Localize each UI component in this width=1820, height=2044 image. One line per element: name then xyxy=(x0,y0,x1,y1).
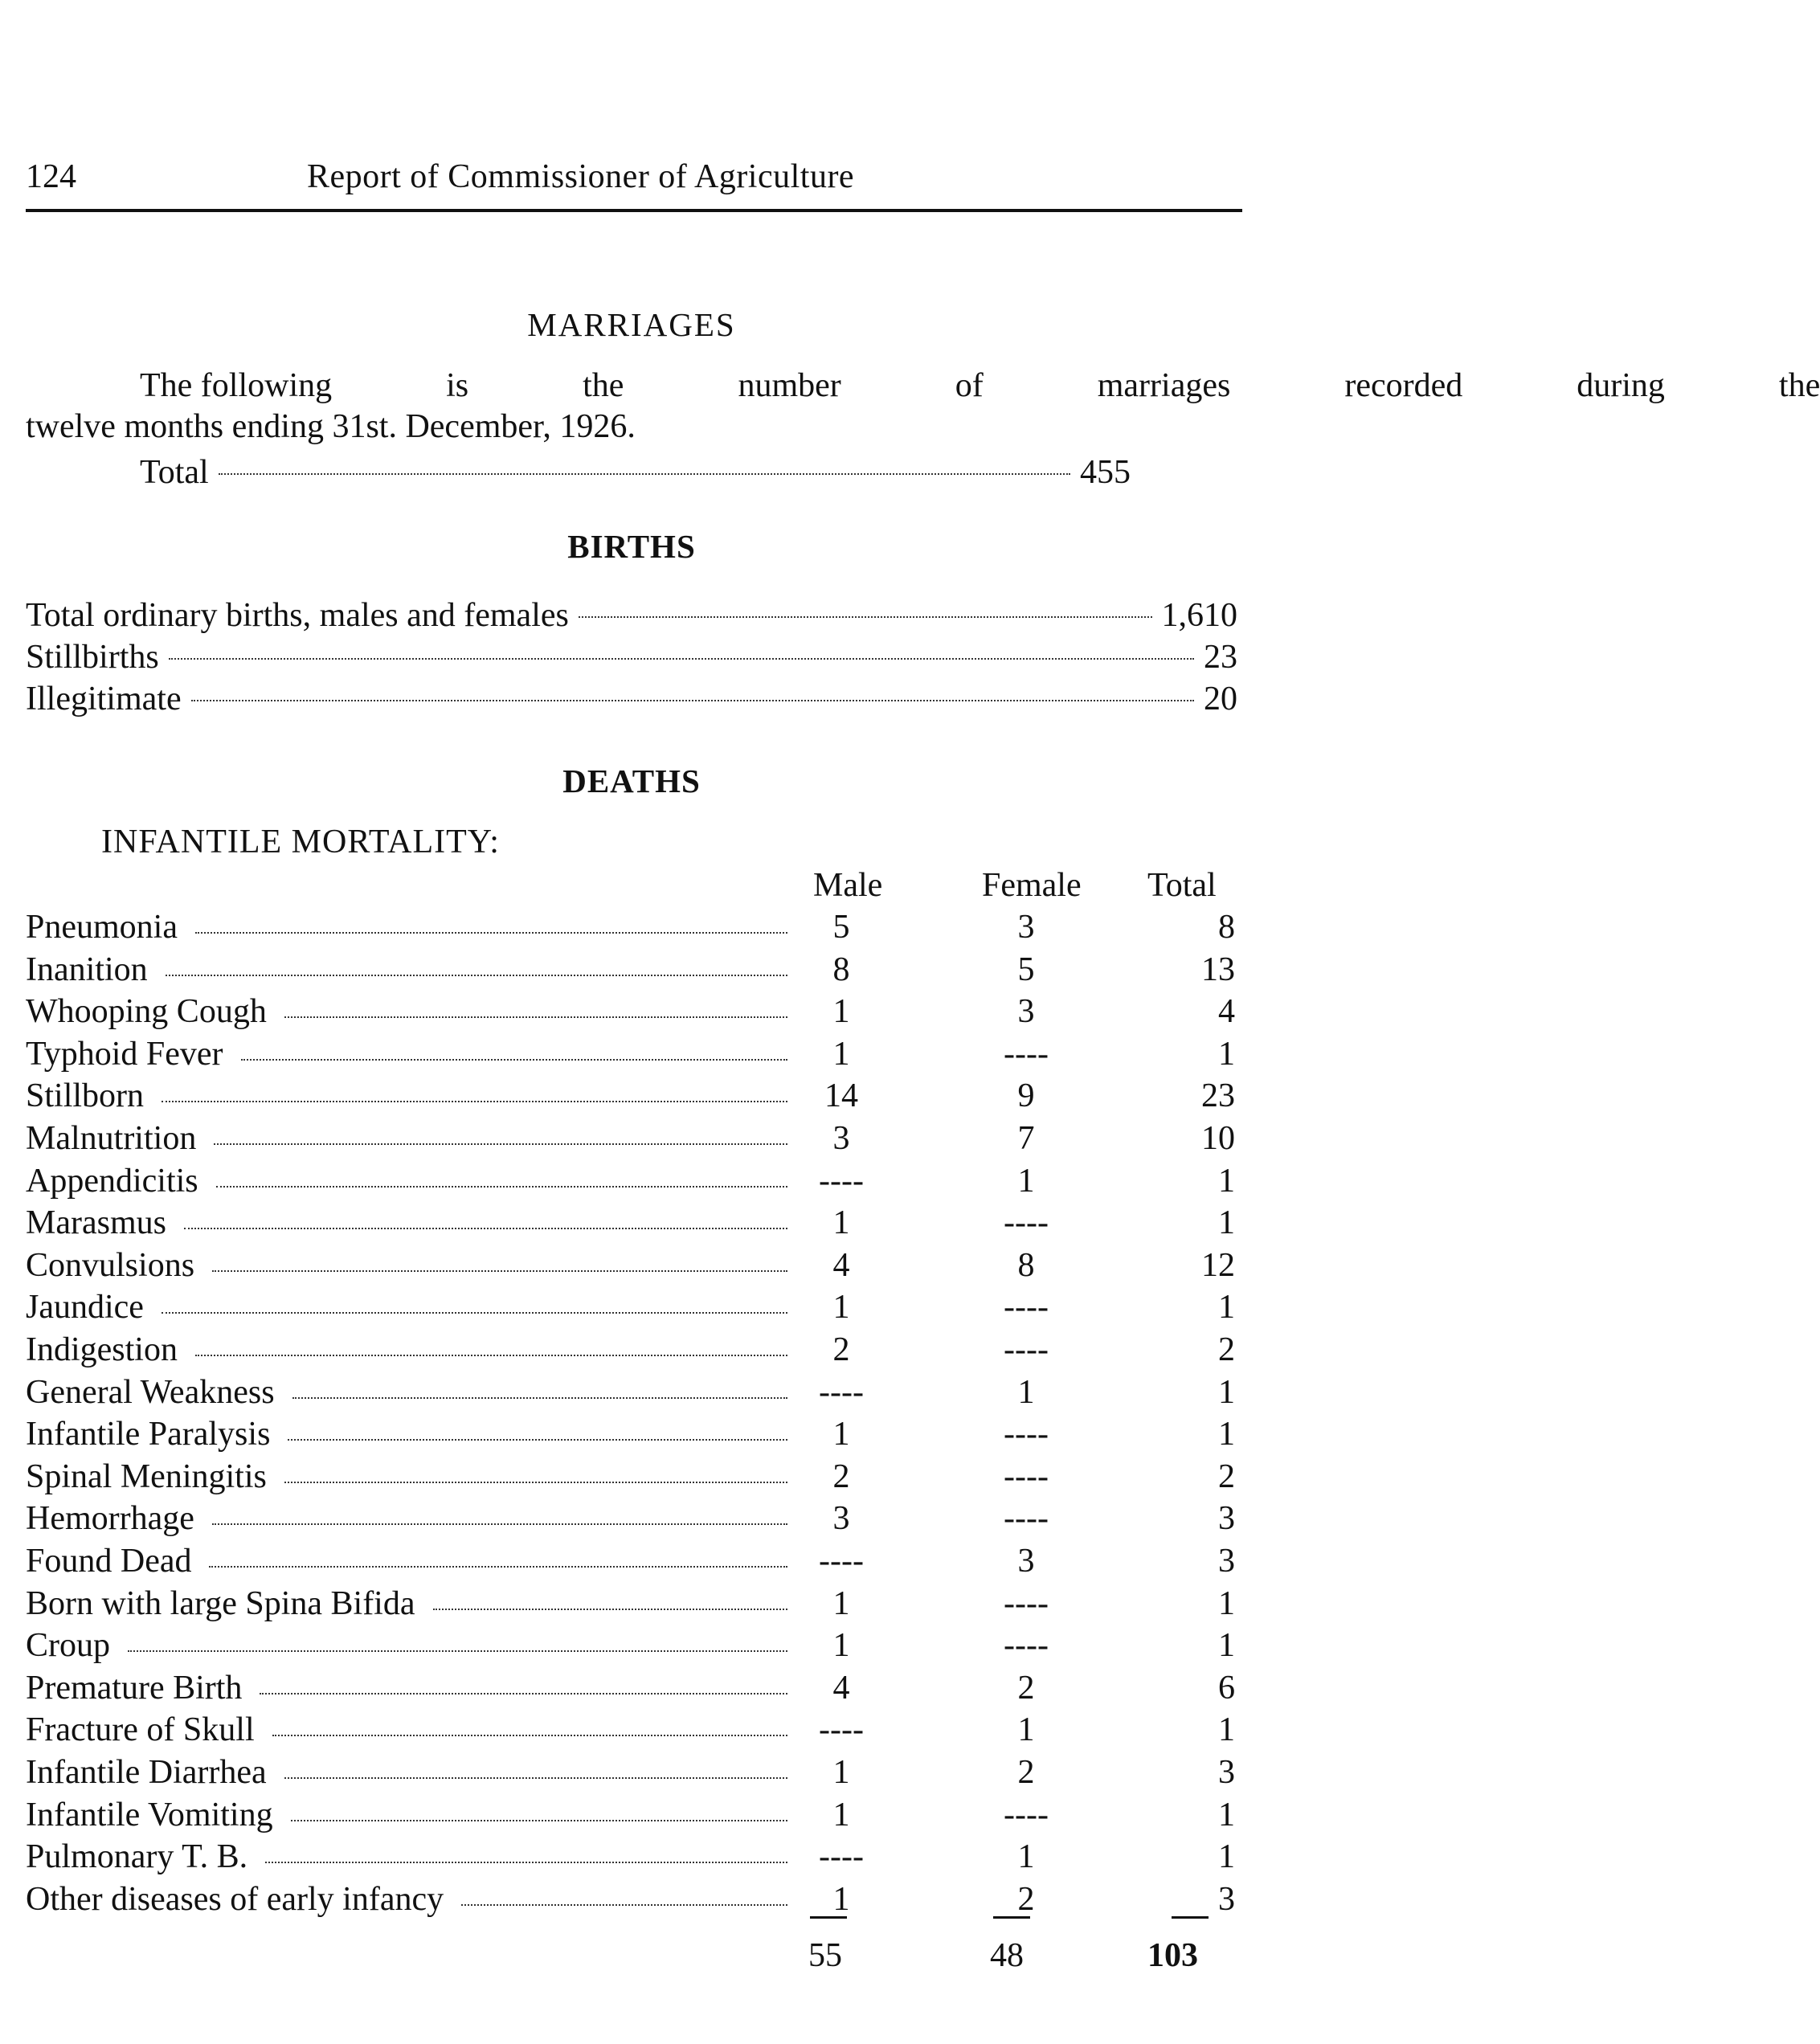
births-label: Illegitimate xyxy=(26,681,182,717)
count-female: 1 xyxy=(1017,1711,1035,1749)
total-female: 48 xyxy=(990,1937,1024,1974)
count-female: ---- xyxy=(1004,1457,1049,1495)
count-total: 10 xyxy=(1201,1120,1235,1157)
marriages-paragraph-line-2: twelve months ending 31st. December, 1926. xyxy=(26,408,636,445)
dot-leader xyxy=(191,700,1194,701)
count-total: 1 xyxy=(1218,1289,1235,1327)
cause-label: Convulsions xyxy=(26,1246,195,1284)
cause-label: Marasmus xyxy=(26,1204,166,1242)
count-male: ---- xyxy=(819,1162,864,1200)
count-female: ---- xyxy=(1004,1796,1049,1833)
dot-leader xyxy=(291,1820,787,1821)
count-male: 1 xyxy=(832,1416,850,1453)
dot-leader xyxy=(284,1482,787,1483)
running-title: Report of Commissioner of Agriculture xyxy=(307,158,855,195)
count-total: 1 xyxy=(1218,1162,1235,1200)
count-female: 1 xyxy=(1017,1162,1035,1200)
dot-leader xyxy=(214,1143,787,1145)
count-female: 1 xyxy=(1017,1838,1035,1876)
count-female: ---- xyxy=(1004,1584,1049,1622)
cause-label: Fracture of Skull xyxy=(26,1711,255,1749)
count-total: 3 xyxy=(1218,1880,1235,1918)
count-female: 9 xyxy=(1017,1077,1035,1115)
cause-label: Jaundice xyxy=(26,1289,144,1327)
count-total: 1 xyxy=(1218,1627,1235,1665)
marriages-paragraph-line-1 xyxy=(26,366,1820,405)
cause-label: Premature Birth xyxy=(26,1669,243,1707)
count-total: 1 xyxy=(1218,1373,1235,1411)
count-total: 1 xyxy=(1218,1035,1235,1073)
count-male: 4 xyxy=(832,1246,850,1284)
cause-label: Hemorrhage xyxy=(26,1500,194,1538)
count-total: 4 xyxy=(1218,993,1235,1031)
count-male: 14 xyxy=(824,1077,858,1115)
count-female: 2 xyxy=(1017,1754,1035,1791)
births-row xyxy=(26,680,1237,722)
count-female: 3 xyxy=(1017,993,1035,1031)
cause-label: Croup xyxy=(26,1627,110,1665)
births-row xyxy=(26,596,1237,638)
dot-leader xyxy=(162,1312,787,1314)
count-male: 1 xyxy=(832,1880,850,1918)
count-male: 3 xyxy=(832,1120,850,1157)
births-value: 1,610 xyxy=(1161,597,1237,634)
dot-leader xyxy=(162,1101,787,1102)
count-total: 12 xyxy=(1201,1246,1235,1284)
dot-leader xyxy=(292,1397,787,1399)
count-female: ---- xyxy=(1004,1289,1049,1327)
count-male: 4 xyxy=(832,1669,850,1707)
count-male: 1 xyxy=(832,993,850,1031)
count-female: ---- xyxy=(1004,1416,1049,1453)
count-male: ---- xyxy=(819,1711,864,1749)
count-total: 1 xyxy=(1218,1796,1235,1833)
marriages-total-label: Total xyxy=(140,454,209,491)
column-header-male: Male xyxy=(813,867,883,904)
count-female: 7 xyxy=(1017,1120,1035,1157)
paragraph-word: The following xyxy=(140,367,333,404)
dot-leader xyxy=(265,1862,787,1863)
column-header-total: Total xyxy=(1147,867,1217,904)
dot-leader xyxy=(260,1693,787,1694)
births-label: Stillbirths xyxy=(26,639,159,676)
page-number: 124 xyxy=(26,158,76,195)
column-header-female: Female xyxy=(982,867,1082,904)
header-rule xyxy=(26,209,1242,212)
count-male: 1 xyxy=(832,1796,850,1833)
paragraph-word: marriages xyxy=(1097,367,1231,404)
births-value: 20 xyxy=(1204,681,1237,717)
count-female: 5 xyxy=(1017,950,1035,988)
count-total: 3 xyxy=(1218,1754,1235,1791)
dot-leader xyxy=(212,1270,787,1272)
count-total: 3 xyxy=(1218,1500,1235,1538)
paragraph-word: number xyxy=(738,367,841,404)
cause-label: Whooping Cough xyxy=(26,993,267,1031)
births-row xyxy=(26,638,1237,680)
dot-leader xyxy=(579,616,1152,618)
count-male: ---- xyxy=(819,1543,864,1580)
paragraph-word: recorded xyxy=(1344,367,1463,404)
count-male: ---- xyxy=(819,1373,864,1411)
cause-label: Malnutrition xyxy=(26,1120,197,1157)
count-male: 1 xyxy=(832,1204,850,1242)
cause-label: Born with large Spina Bifida xyxy=(26,1584,415,1622)
sum-rule-total xyxy=(1172,1916,1209,1919)
count-female: ---- xyxy=(1004,1204,1049,1242)
births-label: Total ordinary births, males and females xyxy=(26,597,569,634)
count-female: ---- xyxy=(1004,1627,1049,1665)
dot-leader xyxy=(209,1566,787,1568)
count-total: 2 xyxy=(1218,1331,1235,1368)
count-male: 1 xyxy=(832,1035,850,1073)
count-total: 1 xyxy=(1218,1711,1235,1749)
count-male: ---- xyxy=(819,1838,864,1876)
cause-label: Infantile Vomiting xyxy=(26,1796,273,1833)
count-male: 2 xyxy=(832,1331,850,1368)
cause-label: Inanition xyxy=(26,950,148,988)
deaths-heading: DEATHS xyxy=(562,762,701,799)
cause-label: Stillborn xyxy=(26,1077,145,1115)
cause-label: Found Dead xyxy=(26,1543,192,1580)
cause-label: Typhoid Fever xyxy=(26,1035,223,1073)
count-male: 8 xyxy=(832,950,850,988)
count-total: 1 xyxy=(1218,1416,1235,1453)
marriages-total-value: 455 xyxy=(1080,454,1131,491)
page-header xyxy=(26,157,1237,214)
count-total: 8 xyxy=(1218,909,1235,946)
count-female: ---- xyxy=(1004,1035,1049,1073)
births-value: 23 xyxy=(1204,639,1237,676)
paragraph-word: during xyxy=(1577,367,1665,404)
total-male: 55 xyxy=(808,1937,842,1974)
cause-label: Infantile Paralysis xyxy=(26,1416,271,1453)
count-male: 1 xyxy=(832,1584,850,1622)
dot-leader xyxy=(169,658,1194,660)
dot-leader xyxy=(128,1650,787,1652)
count-total: 13 xyxy=(1201,950,1235,988)
count-female: 3 xyxy=(1017,1543,1035,1580)
count-female: ---- xyxy=(1004,1500,1049,1538)
count-female: 1 xyxy=(1017,1373,1035,1411)
dot-leader xyxy=(241,1059,787,1061)
dot-leader xyxy=(166,975,787,976)
cause-label: Pneumonia xyxy=(26,909,178,946)
count-total: 1 xyxy=(1218,1204,1235,1242)
dot-leader xyxy=(284,1777,787,1779)
paragraph-word: of xyxy=(955,367,984,404)
count-total: 23 xyxy=(1201,1077,1235,1115)
count-male: 1 xyxy=(832,1754,850,1791)
dot-leader xyxy=(288,1439,787,1441)
count-total: 6 xyxy=(1218,1669,1235,1707)
dot-leader xyxy=(461,1904,787,1906)
paragraph-word: is xyxy=(446,367,469,404)
cause-label: Spinal Meningitis xyxy=(26,1457,267,1495)
dot-leader xyxy=(184,1228,787,1229)
sum-rule-male xyxy=(810,1916,847,1919)
dot-leader xyxy=(284,1016,787,1018)
count-male: 1 xyxy=(832,1289,850,1327)
count-male: 2 xyxy=(832,1457,850,1495)
marriages-heading: MARRIAGES xyxy=(527,306,736,343)
count-total: 2 xyxy=(1218,1457,1235,1495)
dot-leader xyxy=(195,932,787,934)
paragraph-word: the xyxy=(1778,367,1820,404)
cause-label: General Weakness xyxy=(26,1373,275,1411)
cause-label: Indigestion xyxy=(26,1331,178,1368)
marriages-total-row xyxy=(140,453,1131,495)
count-total: 1 xyxy=(1218,1584,1235,1622)
dot-leader xyxy=(272,1735,787,1736)
total-all: 103 xyxy=(1147,1937,1198,1974)
count-female: 2 xyxy=(1017,1880,1035,1918)
infantile-mortality-heading: INFANTILE MORTALITY: xyxy=(101,824,500,861)
count-male: 5 xyxy=(832,909,850,946)
sum-rule-female xyxy=(993,1916,1030,1919)
count-total: 1 xyxy=(1218,1838,1235,1876)
births-heading: BIRTHS xyxy=(567,528,696,565)
count-total: 3 xyxy=(1218,1543,1235,1580)
count-female: 8 xyxy=(1017,1246,1035,1284)
count-male: 1 xyxy=(832,1627,850,1665)
count-male: 3 xyxy=(832,1500,850,1538)
dot-leader xyxy=(219,473,1070,475)
dot-leader xyxy=(195,1355,787,1356)
cause-label: Infantile Diarrhea xyxy=(26,1754,267,1791)
dot-leader xyxy=(433,1609,787,1610)
dot-leader xyxy=(212,1523,787,1525)
dot-leader xyxy=(216,1186,787,1188)
count-female: ---- xyxy=(1004,1331,1049,1368)
count-female: 2 xyxy=(1017,1669,1035,1707)
cause-label: Appendicitis xyxy=(26,1162,198,1200)
cause-label: Pulmonary T. B. xyxy=(26,1838,248,1876)
paragraph-word: the xyxy=(583,367,624,404)
count-female: 3 xyxy=(1017,909,1035,946)
cause-label: Other diseases of early infancy xyxy=(26,1880,444,1918)
